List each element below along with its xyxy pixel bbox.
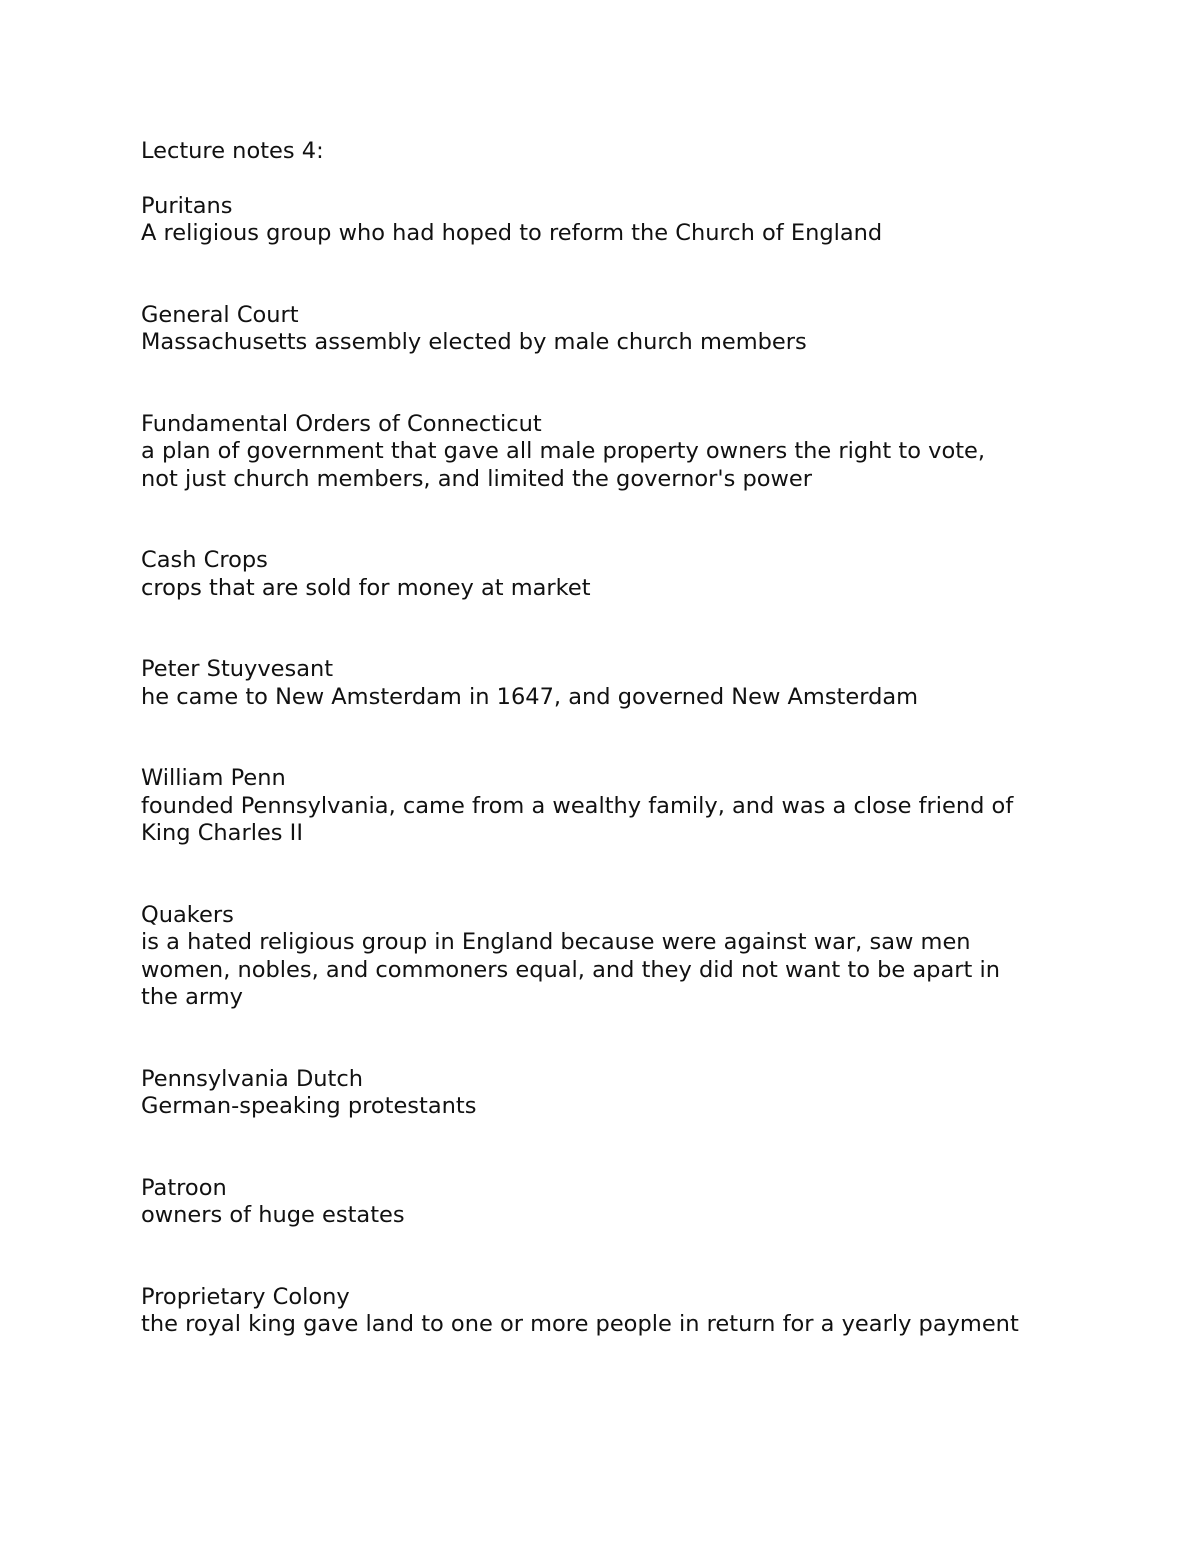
term: Proprietary Colony [141, 1283, 350, 1310]
glossary-entry [141, 765, 1081, 848]
definition-line: not just church members, and limited the governor's power [141, 465, 812, 492]
glossary-entry [141, 547, 1081, 602]
term: Patroon [141, 1174, 227, 1201]
definition-line: crops that are sold for money at market [141, 574, 591, 601]
term: Quakers [141, 901, 234, 928]
definition-line: he came to New Amsterdam in 1647, and governed New Amsterdam [141, 683, 919, 710]
term: Fundamental Orders of Connecticut [141, 410, 542, 437]
definition-line: King Charles II [141, 820, 303, 846]
glossary-entry [141, 302, 1081, 357]
glossary-entry [141, 193, 1081, 248]
definition-line: owners of huge estates [141, 1202, 405, 1228]
document-body [141, 138, 1081, 1393]
term: Pennsylvania Dutch [141, 1065, 364, 1092]
definition-line: A religious group who had hoped to reform the Church of England [141, 220, 883, 246]
glossary-entry [141, 1284, 1081, 1339]
definition-line: women, nobles, and commoners equal, and they did not want to be apart in [141, 956, 1000, 983]
glossary-entry [141, 1066, 1081, 1121]
term: William Penn [141, 765, 286, 791]
term: Puritans [141, 192, 233, 219]
term: Peter Stuyvesant [141, 656, 334, 682]
definition-line: the royal king gave land to one or more people in return for a yearly payment [141, 1311, 1019, 1337]
glossary-entry [141, 411, 1081, 494]
definition-line: German-speaking protestants [141, 1093, 477, 1119]
definition-line: Massachusetts assembly elected by male church members [141, 329, 807, 355]
definition-line: the army [141, 984, 243, 1010]
definition-line: a plan of government that gave all male property owners the right to vote, [141, 438, 986, 464]
term: Cash Crops [141, 547, 268, 573]
definition-line: founded Pennsylvania, came from a wealthy family, and was a close friend of [141, 792, 1014, 819]
definition-line: is a hated religious group in England because were against war, saw men [141, 929, 971, 955]
document-title: Lecture notes 4: [141, 138, 324, 164]
glossary-entry [141, 902, 1081, 1012]
term: General Court [141, 301, 299, 328]
glossary-entry [141, 656, 1081, 711]
glossary-entry [141, 1175, 1081, 1230]
